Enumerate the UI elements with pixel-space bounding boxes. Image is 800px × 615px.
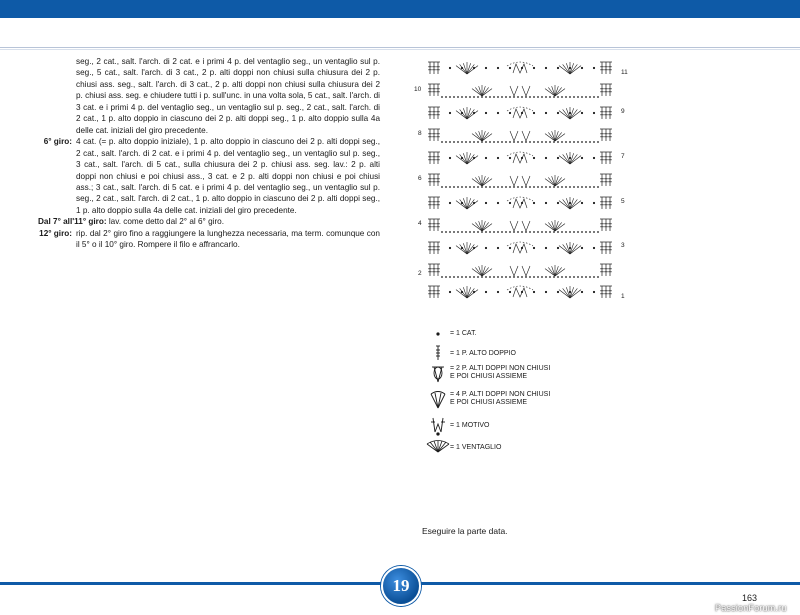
two-double-trebles-together-icon	[426, 365, 450, 383]
instructions-text	[38, 56, 380, 251]
row-label-8: 8	[418, 130, 422, 137]
row-label-3: 3	[621, 242, 625, 249]
chart-row	[428, 264, 612, 278]
row-label-9: 9	[621, 108, 625, 115]
round-7-label: Dal 7° all'11° giro:	[38, 217, 107, 227]
top-color-bar	[0, 0, 800, 18]
crochet-chart	[412, 54, 637, 309]
chart-row	[428, 107, 612, 119]
legend-item-fan: = 1 VENTAGLIO	[426, 440, 501, 454]
motif-icon	[426, 416, 450, 436]
round-6-paragraph	[38, 136, 380, 216]
row-label-11: 11	[621, 69, 628, 76]
row-label-2: 2	[418, 270, 422, 277]
chart-row	[428, 62, 612, 74]
chart-row	[428, 286, 612, 298]
legend-item-motif: = 1 MOTIVO	[426, 416, 489, 436]
chart-row	[428, 129, 612, 143]
row-label-6: 6	[418, 175, 422, 182]
chart-rows	[428, 62, 612, 298]
legend-item-two-together: = 2 P. ALTI DOPPI NON CHIUSI E POI CHIUSI ASSIEME	[426, 365, 550, 383]
round-12-text: rip. dal 2° giro fino a raggiungere la lunghezza necessaria, ma term. comunque con il 5° o il 10° giro. Rompere il filo e affrancarlo.	[76, 228, 380, 250]
legend-item-chain: = 1 CAT.	[426, 330, 477, 338]
fan-icon	[426, 440, 450, 454]
chapter-badge: 19	[381, 566, 421, 606]
chart-row	[428, 152, 612, 164]
footer-note: Eseguire la parte data.	[422, 526, 508, 536]
chart-row	[428, 84, 612, 98]
header-rule-secondary	[0, 49, 800, 50]
chart-row	[428, 197, 612, 209]
chart-row	[428, 219, 612, 233]
chart-row	[428, 174, 612, 188]
intro-text: seg., 2 cat., salt. l'arch. di 2 cat. e i primi 4 p. del ventaglio seg., un ventaglio sul p. seg., 5 cat., salt. l'arch. di 3 cat., 2 p. alti doppi non chiusi sulla chiusura dei 2 p. chiusi ass. seg., salt. l'arch. di 3 cat., 2 p. alti doppi non chiusi sulla chiusura dei 2 p. chiusi ass. seg. e chiudere tutti i p. sull'unc. in una volta sola, 5 cat., salt. l'arch. di 3 cat. e i primi 4 p. del ventaglio seg., un ventaglio sul p. seg., 2 cat., salt. l'arch. di 2 cat., 1 p. alto doppio in ciascuno dei 2 p. alti doppi seg., 1 p. alto doppio sulla 4a delle cat. iniziali del giro precedente.	[76, 57, 380, 135]
row-label-4: 4	[418, 220, 422, 227]
row-label-7: 7	[621, 153, 625, 160]
left-row-labels	[414, 86, 422, 277]
watermark: PassionForum.ru	[715, 603, 787, 613]
round-7-paragraph	[38, 216, 380, 227]
legend-item-double-treble: = 1 P. ALTO DOPPIO	[426, 345, 516, 361]
right-row-labels	[621, 69, 628, 300]
round-7-text: lav. come detto dal 2° al 6° giro.	[108, 217, 225, 227]
header-rule	[0, 47, 800, 48]
round-6-text: 4 cat. (= p. alto doppio iniziale), 1 p. alto doppio in ciascuno dei 2 p. alti doppi seg., 2 cat., salt. l'arch. di 2 cat. e i primi 4 p. del ventaglio seg., un ventaglio sul p. seg., 3 cat., salt. l'arch. di 5 cat., sulla chiusura dei 2 p. chiusi ass. seg. lav.: 2 p. alti doppi non chiusi e poi chiusi ass., 3 cat. e 2 p. alti doppi non chiusi e poi chiusi ass.; 3 cat., salt. l'arch. di 5 cat. e i primi 4 p. del ventaglio seg., un ventaglio sul p. seg., 2 cat., salt. l'arch. di 2 cat., 1 p. alto doppio in ciascuno dei 2 p. alti doppi seg., 1 p. alto doppio sulla 4a delle cat. iniziali del giro precedente.	[76, 137, 380, 215]
double-treble-icon	[426, 345, 450, 361]
round-12-paragraph	[38, 228, 380, 251]
chart-row	[428, 242, 612, 254]
four-double-trebles-together-icon	[426, 391, 450, 409]
round-12-label: 12° giro:	[39, 228, 72, 238]
row-label-1: 1	[621, 293, 625, 300]
row-label-5: 5	[621, 198, 625, 205]
round-6-label: 6° giro:	[43, 137, 72, 147]
chain-icon	[426, 330, 450, 338]
row-label-10: 10	[414, 86, 422, 93]
legend-item-four-together: = 4 P. ALTI DOPPI NON CHIUSI E POI CHIUSI ASSIEME	[426, 391, 550, 409]
page-number: 163	[742, 593, 758, 603]
intro-paragraph	[38, 56, 380, 136]
